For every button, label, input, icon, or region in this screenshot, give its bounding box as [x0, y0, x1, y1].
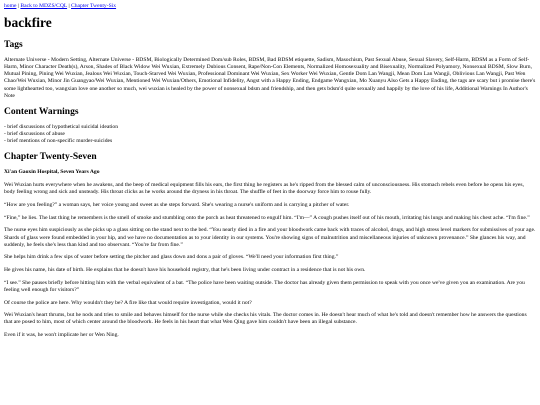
content-warnings-list	[4, 124, 536, 145]
back-to-collection-link[interactable]: Back to MDZS/CQL	[20, 3, 68, 9]
previous-chapter-link[interactable]: Chapter Twenty-Six	[71, 3, 117, 9]
paragraph: The nurse eyes him suspiciously as she picks up a glass sitting on the stand next to the bed. “You nearly died in a fire and your bloodwork came back with traces of alcohol, drugs, and high stress level markers for submissives of your age. Shards of glass were found embedded in your hip, and we have no documentation as to your identity in our systems. You're showing signs of malnutrition and miscellaneous injuries of unknown provenance.” She glances his way, and suddenly, he feels she's less than kind and too observant. “You're far from fine.”	[4, 227, 536, 248]
paragraph: Even if it was, he won't implicate her or Wen Ning.	[4, 332, 119, 339]
paragraph: He gives his name, his date of birth. He explains that he doesn't have his household registry, that he's been living under contract in a residence that is not his own.	[4, 267, 366, 274]
warning-item: - brief discussions of hypothetical suicidal ideation	[4, 123, 119, 130]
chapter-heading: Chapter Twenty-Seven	[4, 152, 97, 163]
tags-heading: Tags	[4, 40, 23, 50]
content-warnings-heading: Content Warnings	[4, 106, 79, 117]
scene-subheading: Xi'an Gaoxin Hospital, Seven Years Ago	[4, 169, 100, 176]
paragraph: “How are you feeling?” a woman says, her voice young and sweet as she steps forward. She's wearing a nurse's uniform and is carrying a pitcher of water.	[4, 202, 350, 209]
tags-list: Alternate Universe - Modern Setting, Alternate Universe - BDSM, Biologically Determined Dom/sub Roles, BDSM, Bad BDSM etiquette, Sadism, Masochism, Past Sexual Abuse, Sexual Slavery, Self-Harm, BDSM as a Form of Self-Harm, Minor Character Death(s), Arson, Shades of Black Widow Wei Wuxian, Extremely Dubious Consent, Rape/Non-Con Elements, Normalized Homosexuality and Bisexuality, Normalized Polyamory, Nonsexual BDSM, Slow Burn, Mutual Pining, Pining Wei Wuxian, Jealous Wei Wuxian, Touch-Starved Wei Wuxian, Professional Dominant Wei Wuxian, Sex Worker Wei Wuxian, Gentle Dom Lan Wangji, Mean Dom Lan Wangji, Oblivious Lan Wangji, Past Wen Chao/Wei Wuxian, Minor Jin Guangyao/Wei Wuxian, Mentioned Wei Wuxian/Others, Emotional Infidelity, Angst with a Happy Ending, Endgame Wangxian, Mo Xuanyu Also Gets a Happy Ending, the tags are scary but i promise there's some lighthearted too, wangxian love one another so much, wei wuxian is healed by the power of nonsexual bdsm and friendship, and then gets bdsm'd quite sexually and happily by the love of his life, Additional Warnings In Author's Note	[4, 56, 536, 99]
paragraph: Wei Wuxian hurts everywhere when he awakens, and the beep of medical equipment fills his ears, the first thing he registers as he's ripped from the blessed calm of unconsciousness. His stomach rebels even before he opens his eyes, body feeling wrong and sick and unsteady. His throat clicks as he works around the dryness in his throat. The shuffle of feet in the doorway force him to rouse fully.	[4, 182, 524, 196]
paragraph: She helps him drink a few sips of water before setting the pitcher and glass down and dons a pair of gloves. “We'll need your information first thing.”	[4, 254, 339, 261]
paragraph: Of course the police are here. Why wouldn't they be? A fire like that would require investigation, would it not?	[4, 299, 252, 306]
nav-separator: |	[68, 3, 70, 9]
breadcrumb-nav	[4, 3, 536, 10]
nav-separator: |	[17, 3, 19, 9]
work-title: backfire	[4, 15, 52, 31]
chapter-body	[4, 182, 536, 339]
warning-item: - brief mentions of non-specific murder-suicides	[4, 138, 113, 145]
home-link[interactable]: home	[4, 3, 17, 9]
paragraph: Wei Wuxian's heart thrums, but he nods and tries to smile and behaves himself for the nurse while she checks his vitals. The doctor comes in. He doesn't hear much of what he's told and doesn't remember how he answers the questions that are posed to him, most of which center around the bloodwork. He feels in his heart that what Wen Qing gave him couldn't have been an illegal substance.	[4, 312, 527, 326]
paragraph: “Fine,” he lies. The last thing he remembers is the smell of smoke and stumbling onto the porch as heat threatened to engulf him. “I'm—” A cough pushes itself out of his mouth, irritating his lungs and making his chest ache. “I'm fine.”	[4, 214, 530, 221]
warning-item: - brief discussions of abuse	[4, 130, 65, 137]
paragraph: “I see.” She pauses briefly before hitting him with the verbal equivalent of a bat. “The police have been waiting outside. The doctor has already given them permission to speak with you once we've given you an examination. Are you feeling well enough for visitors?”	[4, 279, 525, 293]
